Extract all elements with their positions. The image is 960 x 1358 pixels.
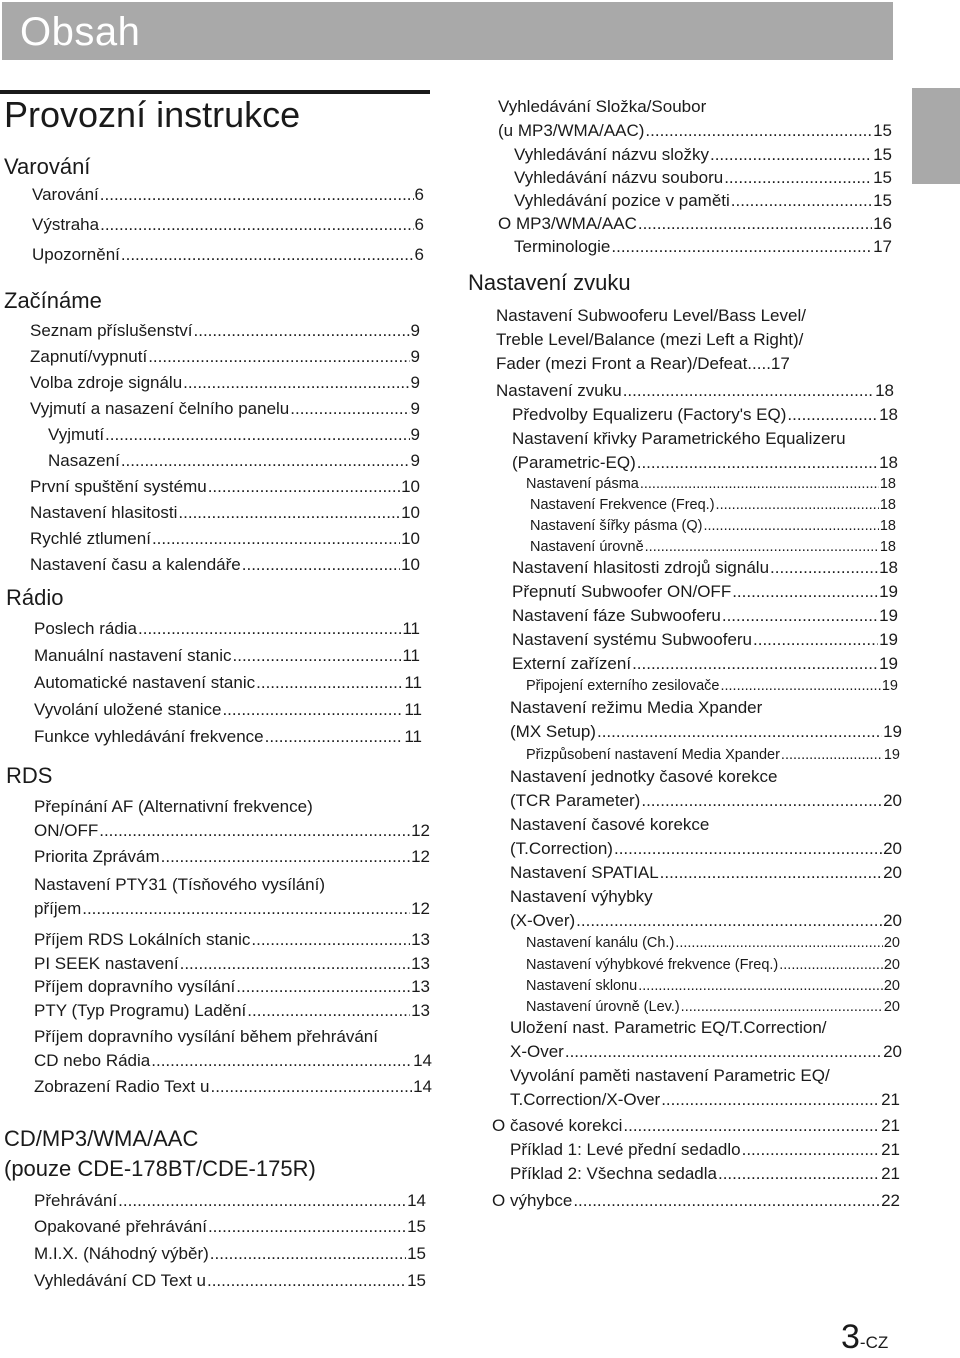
toc-entry[interactable] xyxy=(512,653,898,675)
dot-leader xyxy=(178,502,400,524)
dot-leader xyxy=(710,144,872,166)
toc-entry-title: Nastavení výhybkové frekvence (Freq.) xyxy=(526,957,779,973)
toc-entry[interactable] xyxy=(34,1190,426,1212)
dot-leader xyxy=(632,653,878,675)
toc-entry[interactable] xyxy=(34,846,430,868)
toc-entry-title: Výstraha xyxy=(32,215,100,234)
dot-leader xyxy=(151,1050,412,1072)
toc-entry-line: Nastavení PTY31 (Tísňového vysílání) xyxy=(34,875,326,894)
dot-leader xyxy=(722,605,878,627)
toc-entry-page: 10 xyxy=(401,477,420,496)
section-varovani: Varování xyxy=(4,154,91,179)
toc-entry-line: Treble Level/Balance (mezi Left a Right)/ xyxy=(496,330,804,349)
dot-leader xyxy=(290,398,409,420)
toc-entry-line: Přepínání AF (Alternativní frekvence) xyxy=(34,797,313,816)
toc-entry[interactable] xyxy=(34,1076,432,1098)
toc-entry-title: (T.Correction) xyxy=(510,839,613,858)
toc-entry[interactable] xyxy=(526,954,900,976)
toc-entry-title: Nastavení Frekvence (Freq.) xyxy=(530,497,715,513)
toc-entry-line: Nastavení režimu Media Xpander xyxy=(510,698,763,717)
toc-entry-title: Nastavení zvuku xyxy=(496,381,622,400)
toc-entry-page: 15 xyxy=(873,191,892,210)
toc-entry-line: Vyvolání paměti nastavení Parametric EQ/ xyxy=(510,1066,830,1085)
dot-leader xyxy=(576,910,882,932)
dot-leader xyxy=(265,726,404,748)
toc-entry-page: 20 xyxy=(883,935,900,951)
toc-entry[interactable] xyxy=(512,404,898,426)
toc-entry[interactable] xyxy=(34,898,430,920)
toc-entry[interactable] xyxy=(514,167,892,189)
toc-entry[interactable] xyxy=(530,494,896,516)
toc-entry[interactable] xyxy=(34,726,422,748)
header-bar xyxy=(2,2,893,60)
toc-entry-title: (MX Setup) xyxy=(510,722,596,741)
toc-entry[interactable] xyxy=(530,536,896,558)
toc-entry-title: Automatické nastavení stanic xyxy=(34,673,256,692)
toc-entry-line[interactable]: Fader (mezi Front a Rear)/Defeat.....17 xyxy=(496,354,790,373)
dot-leader xyxy=(718,1163,880,1185)
toc-entry[interactable] xyxy=(34,820,430,842)
toc-entry[interactable] xyxy=(510,1139,900,1161)
dot-leader xyxy=(138,618,401,640)
toc-entry-page: 20 xyxy=(883,957,900,973)
toc-entry-page: 21 xyxy=(881,1090,900,1109)
toc-entry-title: příjem xyxy=(34,899,82,918)
dot-leader xyxy=(779,954,883,976)
toc-entry-page: 21 xyxy=(881,1140,900,1159)
toc-entry[interactable] xyxy=(510,1089,900,1111)
toc-entry-title: Seznam příslušenství xyxy=(30,321,193,340)
dot-leader xyxy=(597,721,882,743)
toc-entry-page: 15 xyxy=(407,1244,426,1263)
toc-entry[interactable] xyxy=(34,1270,426,1292)
dot-leader xyxy=(623,380,874,402)
dot-leader xyxy=(787,404,878,426)
toc-entry-page: 11 xyxy=(404,700,422,719)
toc-entry-title: Příklad 1: Levé přední sedadlo xyxy=(510,1140,741,1159)
side-tab xyxy=(912,88,960,184)
toc-entry-title: Vyhledávání názvu souboru xyxy=(514,168,724,187)
dot-leader xyxy=(623,1115,880,1137)
toc-entry-title: T.Correction/X-Over xyxy=(510,1090,661,1109)
toc-entry-title: PTY (Typ Programu) Ladění xyxy=(34,1001,247,1020)
toc-entry-title: Poslech rádia xyxy=(34,619,138,638)
toc-entry[interactable] xyxy=(34,699,422,721)
toc-entry-page: 12 xyxy=(411,899,430,918)
toc-entry-page: 18 xyxy=(879,558,898,577)
toc-entry-title: ON/OFF xyxy=(34,821,99,840)
toc-entry-title: Přepnutí Subwoofer ON/OFF xyxy=(512,582,732,601)
toc-entry-title: Rychlé ztlumení xyxy=(30,529,151,548)
toc-entry-title: O MP3/WMA/AAC xyxy=(498,214,637,233)
toc-entry-page: 19 xyxy=(879,654,898,673)
toc-entry[interactable] xyxy=(512,629,898,651)
toc-entry-title: X-Over xyxy=(510,1042,564,1061)
toc-entry-title: Manuální nastavení stanic xyxy=(34,646,232,665)
toc-entry[interactable] xyxy=(34,976,430,998)
toc-entry-title: Připojení externího zesilovače xyxy=(526,678,720,694)
toc-entry[interactable] xyxy=(34,1050,432,1072)
dot-leader xyxy=(753,629,878,651)
toc-entry-page: 19 xyxy=(883,722,902,741)
toc-entry-page: 21 xyxy=(881,1116,900,1135)
toc-entry[interactable] xyxy=(30,476,420,498)
dot-leader xyxy=(781,744,883,766)
toc-entry[interactable] xyxy=(514,144,892,166)
dot-leader xyxy=(180,953,410,975)
toc-entry-page: 9 xyxy=(410,321,420,340)
toc-entry[interactable] xyxy=(510,862,902,884)
toc-entry[interactable] xyxy=(34,1216,426,1238)
toc-entry-title: Přehrávání xyxy=(34,1191,118,1210)
toc-entry-page: 20 xyxy=(883,999,900,1015)
dot-leader xyxy=(183,372,409,394)
toc-entry-page: 15 xyxy=(873,145,892,164)
toc-entry-title: Nastavení šířky pásma (Q) xyxy=(530,518,703,534)
dot-leader xyxy=(233,645,402,667)
toc-entry[interactable] xyxy=(34,1243,426,1265)
toc-entry-title: Předvolby Equalizeru (Factory's EQ) xyxy=(512,405,787,424)
dot-leader xyxy=(641,790,882,812)
toc-entry-title: Externí zařízení xyxy=(512,654,632,673)
toc-entry-page: 18 xyxy=(879,497,896,513)
dot-leader xyxy=(645,120,872,142)
toc-entry[interactable] xyxy=(526,675,898,697)
dot-leader xyxy=(121,450,410,472)
dot-leader xyxy=(742,1139,880,1161)
dot-leader xyxy=(716,494,879,516)
toc-entry-title: Nastavení sklonu xyxy=(526,978,638,994)
toc-entry-title: Vyjmutí a nasazení čelního panelu xyxy=(30,399,290,418)
dot-leader xyxy=(242,554,400,576)
toc-entry-line: Nastavení Subwooferu Level/Bass Level/ xyxy=(496,306,806,325)
section-cd-subtitle: (pouze CDE-178BT/CDE-175R) xyxy=(4,1156,316,1181)
dot-leader xyxy=(703,515,878,537)
toc-entry-page: 18 xyxy=(879,476,896,492)
toc-entry-page: 6 xyxy=(414,215,424,234)
toc-entry-page: 19 xyxy=(881,678,898,694)
section-radio: Rádio xyxy=(6,585,64,610)
toc-entry-title: Priorita Zprávám xyxy=(34,847,160,866)
page-number-suffix: -CZ xyxy=(859,1333,889,1352)
toc-entry-title: Nasazení xyxy=(48,451,120,470)
toc-entry-page: 10 xyxy=(401,503,420,522)
toc-entry[interactable] xyxy=(510,1041,902,1063)
toc-entry[interactable] xyxy=(32,184,424,206)
toc-entry-page: 13 xyxy=(411,954,430,973)
toc-entry-title: Nastavení hlasitosti zdrojů signálu xyxy=(512,558,770,577)
toc-entry-page: 20 xyxy=(883,839,902,858)
toc-entry-title: Nastavení pásma xyxy=(526,476,639,492)
dot-leader xyxy=(731,190,872,212)
section-cd: CD/MP3/WMA/AAC xyxy=(4,1126,199,1151)
toc-entry[interactable] xyxy=(514,236,892,258)
dot-leader xyxy=(82,898,410,920)
toc-entry-page: 10 xyxy=(401,555,420,574)
toc-entry-page: 15 xyxy=(407,1271,426,1290)
toc-entry-page: 20 xyxy=(883,791,902,810)
toc-entry-title: Vyhledávání pozice v paměti xyxy=(514,191,730,210)
toc-entry-title: Varování xyxy=(32,185,99,204)
toc-entry-line: Vyhledávání Složka/Soubor xyxy=(498,97,707,116)
toc-entry-page: 18 xyxy=(879,405,898,424)
dot-leader xyxy=(118,1190,406,1212)
dot-leader xyxy=(100,184,414,206)
toc-entry-title: Přizpůsobení nastavení Media Xpander xyxy=(526,747,780,763)
toc-entry-title: M.I.X. (Náhodný výběr) xyxy=(34,1244,209,1263)
toc-entry-line: Nastavení jednotky časové korekce xyxy=(510,767,778,786)
dot-leader xyxy=(573,1190,880,1212)
dot-leader xyxy=(640,473,879,495)
toc-entry[interactable] xyxy=(496,380,894,402)
toc-entry-page: 18 xyxy=(875,381,894,400)
toc-entry[interactable] xyxy=(526,932,900,954)
section-zaciname: Začínáme xyxy=(4,288,102,313)
toc-entry[interactable] xyxy=(512,452,898,474)
toc-entry[interactable] xyxy=(34,672,422,694)
toc-entry-page: 11 xyxy=(404,673,422,692)
toc-entry-page: 11 xyxy=(402,619,420,638)
dot-leader xyxy=(99,820,410,842)
dot-leader xyxy=(770,557,878,579)
dot-leader xyxy=(152,528,400,550)
toc-entry-page: 13 xyxy=(411,977,430,996)
dot-leader xyxy=(100,214,413,236)
dot-leader xyxy=(222,699,403,721)
toc-entry-line: Nastavení časové korekce xyxy=(510,815,710,834)
toc-entry[interactable] xyxy=(492,1115,900,1137)
toc-entry[interactable] xyxy=(510,790,902,812)
toc-entry-title: Příklad 2: Všechna sedadla xyxy=(510,1164,717,1183)
toc-entry-title: (u MP3/WMA/AAC) xyxy=(498,121,645,140)
toc-entry-page: 14 xyxy=(413,1077,432,1096)
toc-entry-page: 15 xyxy=(407,1217,426,1236)
toc-entry-page: 9 xyxy=(410,347,420,366)
toc-entry-page: 18 xyxy=(879,453,898,472)
toc-entry[interactable] xyxy=(30,372,420,394)
toc-entry[interactable] xyxy=(498,120,892,142)
toc-entry[interactable] xyxy=(32,214,424,236)
toc-entry-title: Vyjmutí xyxy=(48,425,105,444)
section-rds: RDS xyxy=(6,763,53,788)
toc-entry-title: Vyvolání uložené stanice xyxy=(34,700,222,719)
toc-entry-page: 20 xyxy=(883,911,902,930)
dot-leader xyxy=(681,996,883,1018)
toc-entry-page: 9 xyxy=(410,425,420,444)
toc-entry-page: 11 xyxy=(404,727,422,746)
toc-entry-page: 12 xyxy=(411,821,430,840)
toc-entry[interactable] xyxy=(34,645,420,667)
dot-leader xyxy=(210,1243,406,1265)
toc-entry-page: 9 xyxy=(410,451,420,470)
toc-entry-page: 17 xyxy=(873,237,892,256)
toc-entry-page: 12 xyxy=(411,847,430,866)
toc-entry-page: 20 xyxy=(883,978,900,994)
toc-entry-title: Nastavení SPATIAL xyxy=(510,863,659,882)
dot-leader xyxy=(210,1076,412,1098)
toc-entry-title: Upozornění xyxy=(32,245,120,264)
toc-entry[interactable] xyxy=(30,398,420,420)
toc-entry-page: 19 xyxy=(879,606,898,625)
page-title: Obsah xyxy=(20,10,141,54)
toc-entry-title: O výhybce xyxy=(492,1191,573,1210)
toc-entry-title: Funkce vyhledávání frekvence xyxy=(34,727,264,746)
toc-entry[interactable] xyxy=(48,424,420,446)
toc-entry-page: 20 xyxy=(883,1042,902,1061)
toc-entry-title: (Parametric-EQ) xyxy=(512,453,636,472)
dot-leader xyxy=(251,929,410,951)
toc-entry[interactable] xyxy=(498,213,892,235)
dot-leader xyxy=(208,1216,406,1238)
dot-leader xyxy=(256,672,403,694)
toc-entry-page: 19 xyxy=(883,747,900,763)
toc-entry-title: Terminologie xyxy=(514,237,611,256)
toc-entry-title: Příjem RDS Lokálních stanic xyxy=(34,930,251,949)
toc-entry[interactable] xyxy=(510,1163,900,1185)
toc-entry-page: 14 xyxy=(407,1191,426,1210)
dot-leader xyxy=(105,424,409,446)
toc-entry-page: 18 xyxy=(879,539,896,555)
toc-entry-title: Nastavení systému Subwooferu xyxy=(512,630,753,649)
dot-leader xyxy=(236,976,410,998)
toc-entry-page: 18 xyxy=(879,518,896,534)
toc-entry-title: Vyhledávání CD Text u xyxy=(34,1271,206,1290)
toc-entry[interactable] xyxy=(32,244,424,266)
toc-entry-line: Uložení nast. Parametric EQ/T.Correction/ xyxy=(510,1018,827,1037)
toc-entry-page: 9 xyxy=(410,399,420,418)
toc-entry-page: 10 xyxy=(401,529,420,548)
dot-leader xyxy=(565,1041,882,1063)
toc-entry-page: 15 xyxy=(873,168,892,187)
main-heading: Provozní instrukce xyxy=(4,94,301,135)
toc-entry-page: 11 xyxy=(402,646,420,665)
toc-entry[interactable] xyxy=(512,605,898,627)
toc-entry-line: Příjem dopravního vysílání během přehrávání xyxy=(34,1027,378,1046)
toc-entry-title: O časové korekci xyxy=(492,1116,623,1135)
toc-entry-title: Nastavení kanálu (Ch.) xyxy=(526,935,675,951)
toc-entry[interactable] xyxy=(526,996,900,1018)
toc-entry-page: 19 xyxy=(879,582,898,601)
dot-leader xyxy=(660,862,882,884)
toc-entry-line: Nastavení výhybky xyxy=(510,887,653,906)
toc-entry-title: První spuštění systému xyxy=(30,477,207,496)
toc-entry-page: 20 xyxy=(883,863,902,882)
dot-leader xyxy=(645,536,879,558)
dot-leader xyxy=(638,975,883,997)
dot-leader xyxy=(614,838,882,860)
toc-entry-title: (X-Over) xyxy=(510,911,576,930)
toc-entry-page: 9 xyxy=(410,373,420,392)
toc-entry[interactable] xyxy=(30,346,420,368)
toc-entry-title: Nastavení času a kalendáře xyxy=(30,555,241,574)
toc-entry-title: Nastavení fáze Subwooferu xyxy=(512,606,721,625)
toc-entry-title: Nastavení hlasitosti xyxy=(30,503,178,522)
toc-entry-page: 6 xyxy=(414,185,424,204)
toc-entry-title: (TCR Parameter) xyxy=(510,791,641,810)
toc-entry-title: Nastavení úrovně (Lev.) xyxy=(526,999,680,1015)
dot-leader xyxy=(207,1270,406,1292)
toc-entry-page: 21 xyxy=(881,1164,900,1183)
toc-entry-page: 13 xyxy=(411,930,430,949)
dot-leader xyxy=(724,167,872,189)
toc-entry[interactable] xyxy=(34,1000,430,1022)
toc-entry[interactable] xyxy=(34,929,430,951)
toc-entry-title: Zapnutí/vypnutí xyxy=(30,347,148,366)
toc-entry[interactable] xyxy=(512,581,898,603)
dot-leader xyxy=(247,1000,410,1022)
toc-entry[interactable] xyxy=(526,744,900,766)
dot-leader xyxy=(611,236,872,258)
toc-entry-title: Volba zdroje signálu xyxy=(30,373,183,392)
toc-entry-title: Příjem dopravního vysílání xyxy=(34,977,236,996)
toc-entry-page: 22 xyxy=(881,1191,900,1210)
toc-entry-title: CD nebo Rádia xyxy=(34,1051,151,1070)
toc-entry-title: PI SEEK nastavení xyxy=(34,954,179,973)
toc-entry[interactable] xyxy=(510,910,902,932)
toc-entry[interactable] xyxy=(34,953,430,975)
toc-entry[interactable] xyxy=(30,528,420,550)
toc-entry-title: Nastavení úrovně xyxy=(530,539,644,555)
toc-entry[interactable] xyxy=(510,838,902,860)
dot-leader xyxy=(720,675,880,697)
toc-entry-page: 16 xyxy=(873,214,892,233)
toc-entry[interactable] xyxy=(34,618,420,640)
toc-entry[interactable] xyxy=(526,975,900,997)
dot-leader xyxy=(208,476,400,498)
toc-entry[interactable] xyxy=(512,557,898,579)
toc-entry-line: Nastavení křivky Parametrického Equalizeru xyxy=(512,429,846,448)
toc-entry[interactable] xyxy=(30,320,420,342)
toc-entry-page: 15 xyxy=(873,121,892,140)
dot-leader xyxy=(637,452,878,474)
dot-leader xyxy=(161,846,410,868)
toc-entry[interactable] xyxy=(30,554,420,576)
toc-entry[interactable] xyxy=(530,515,896,537)
page-number-value: 3 xyxy=(841,1318,860,1356)
toc-entry-title: Vyhledávání názvu složky xyxy=(514,145,709,164)
toc-entry-page: 19 xyxy=(879,630,898,649)
toc-entry-page: 6 xyxy=(414,245,424,264)
dot-leader xyxy=(194,320,410,342)
dot-leader xyxy=(121,244,414,266)
dot-leader xyxy=(661,1089,880,1111)
dot-leader xyxy=(638,213,872,235)
dot-leader xyxy=(732,581,878,603)
toc-entry[interactable] xyxy=(48,450,420,472)
toc-entry[interactable] xyxy=(526,473,896,495)
toc-entry[interactable] xyxy=(30,502,420,524)
section-nastaveni-zvuku: Nastavení zvuku xyxy=(468,270,631,295)
toc-entry-title: Opakované přehrávání xyxy=(34,1217,207,1236)
toc-entry[interactable] xyxy=(514,190,892,212)
page-number xyxy=(841,1318,888,1357)
toc-entry[interactable] xyxy=(492,1190,900,1212)
dot-leader xyxy=(148,346,409,368)
toc-entry-page: 13 xyxy=(411,1001,430,1020)
toc-entry[interactable] xyxy=(510,721,902,743)
toc-entry-title: Zobrazení Radio Text u xyxy=(34,1077,210,1096)
toc-entry-page: 14 xyxy=(413,1051,432,1070)
dot-leader xyxy=(675,932,883,954)
